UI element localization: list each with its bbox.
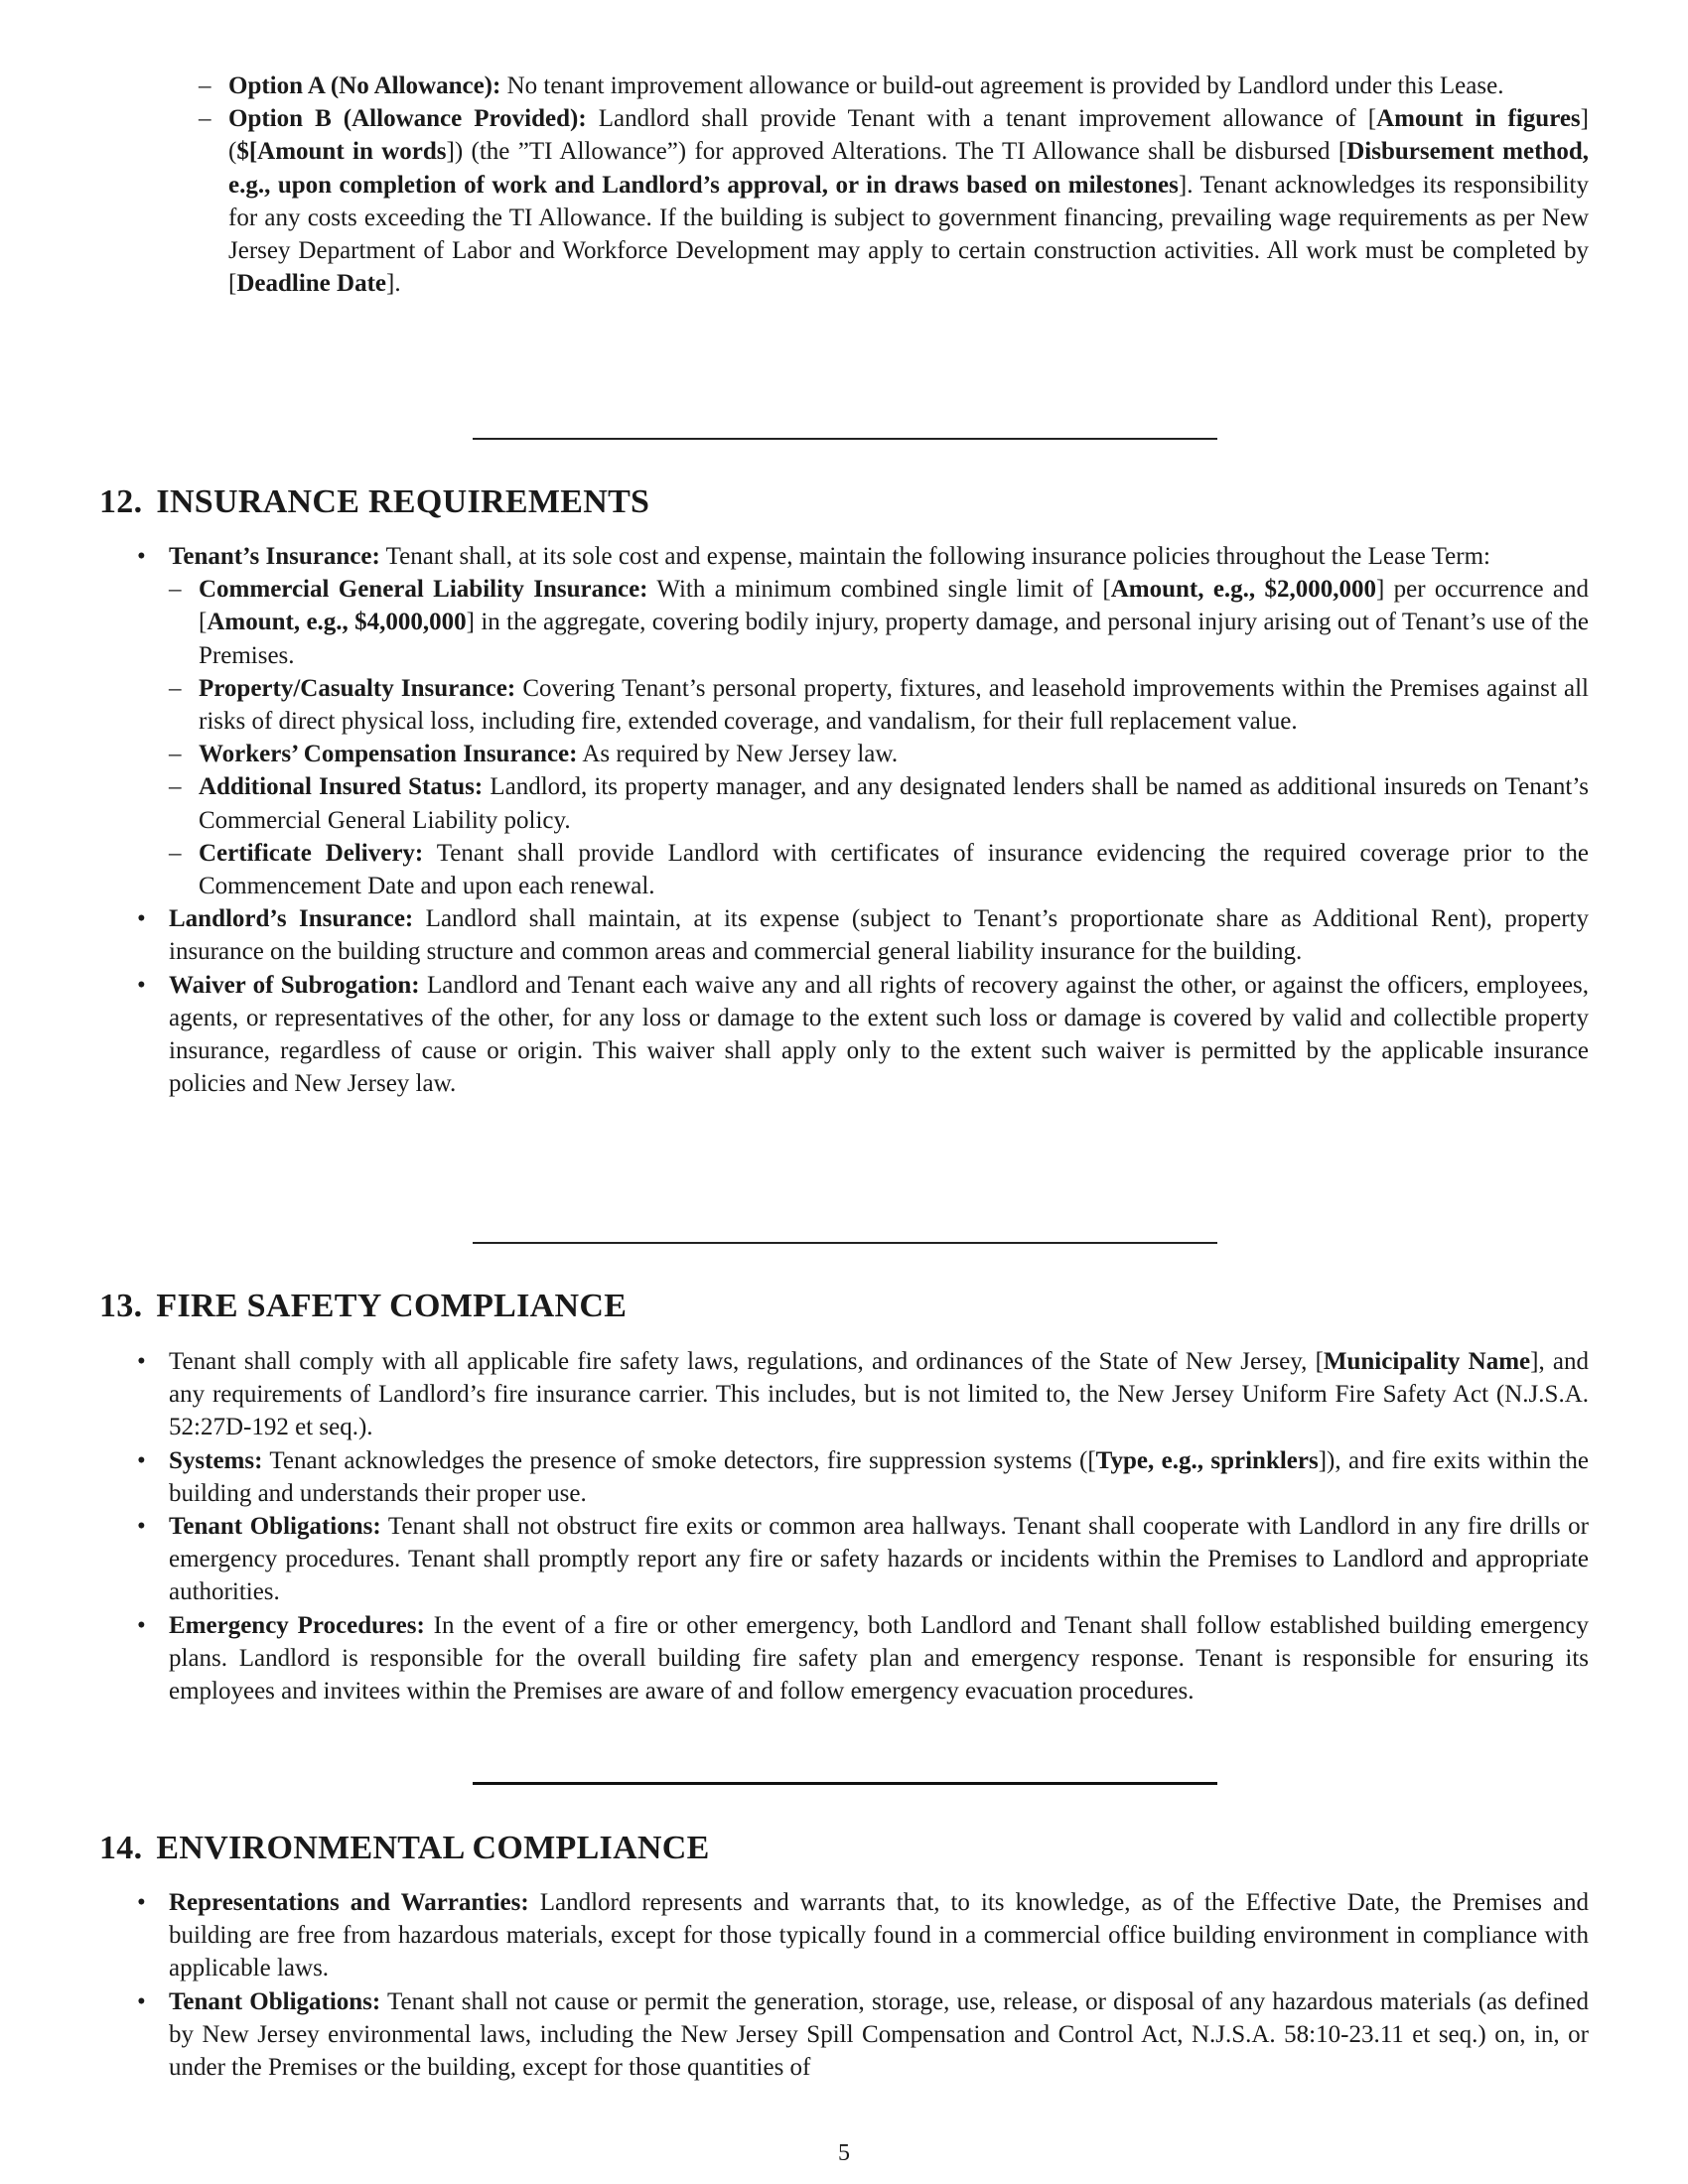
landlord-insurance-label: Landlord’s Insurance: [169,905,414,933]
env-obligations-item [99,1985,1589,2085]
bullet-marker: • [137,971,146,999]
fire-obligations-label: Tenant Obligations: [169,1513,381,1541]
option-b-text: ]. Tenant acknowledges its responsibility for any costs exceeding the TI Allowance. If the building is subject to government financing, prevailing wage requirements as per New Jersey Department of Labor and Workforce Development may apply to certain construction activities. All work must be completed by [ [228,171,1589,298]
option-b-text: Landlord shall provide Tenant with a tenant improvement allowance of [ [586,105,1377,133]
cgl-text: ] per occurrence and [ [199,576,1589,636]
dash-marker: – [169,576,182,604]
emergency-text: In the event of a fire or other emergency, both Landlord and Tenant shall follow established building emergency plans. Landlord is responsible for the overall building fire safety plan and emergency response. Tenant is responsible for ensuring its employees and invitees within the Premises are aware of and follow emergency evacuation procedures. [169,1611,1589,1706]
option-a-item [199,69,1589,102]
workers-comp-item [169,738,1589,770]
dash-marker: – [169,741,182,768]
fire-safety-list [99,1345,1589,1707]
section-divider [473,1242,1217,1244]
bullet-marker: • [137,1611,146,1639]
property-label: Property/Casualty Insurance: [199,674,516,702]
dash-marker: – [169,674,182,702]
option-a-label: Option A (No Allowance): [228,72,501,99]
systems-text: Tenant acknowledges the presence of smoke detectors, fire suppression systems ([ [262,1446,1096,1474]
section-title: FIRE SAFETY COMPLIANCE [156,1288,628,1324]
additional-insured-item [169,770,1589,836]
representations-label: Representations and Warranties: [169,1889,529,1916]
workers-comp-label: Workers’ Compensation Insurance: [199,741,578,768]
disbursement-placeholder: Disbursement method, e.g., upon completion of work and Landlord’s approval, or in draws based on milestones [228,138,1589,199]
landlord-insurance-item [99,902,1589,968]
landlord-insurance-text: Landlord shall maintain, at its expense (subject to Tenant’s proportionate share as Additional Rent), property insurance on the building structure and common areas and commercial general liability insurance for the building. [169,905,1589,966]
bullet-marker: • [137,1348,146,1375]
certificate-text: Tenant shall provide Landlord with certificates of insurance evidencing the required coverage prior to the Commencement Date and upon each renewal. [199,839,1589,900]
section-13-heading [99,1288,627,1325]
dash-marker: – [199,72,211,99]
option-b-text: ] ( [228,105,1589,166]
cgl-amount-1: Amount, e.g., $2,000,000 [1110,576,1377,604]
additional-insured-text: Landlord, its property manager, and any designated lenders shall be named as additional insureds on Tenant’s Commercial General Liability policy. [199,773,1589,834]
env-obligations-text: Tenant shall not cause or permit the generation, storage, use, release, or disposal of any hazardous materials (as defined by New Jersey environmental laws, including the New Jersey Spill Compensation and Control Act, N.J.S.A. 58:10-23.11 et seq.) on, in, or under the Premises or the building, except for those quantities of [169,1987,1589,2082]
section-number: 12. [99,483,143,520]
bullet-marker: • [137,1987,146,2015]
representations-text: Landlord represents and warrants that, to its knowledge, as of the Effective Date, the Premises and building are free from hazardous materials, except for those typically found in a commercial office building environment in compliance with applicable laws. [169,1889,1590,1982]
fire-general-item [99,1345,1589,1444]
cgl-item [169,573,1589,672]
dash-marker: – [169,773,182,801]
fire-obligations-item [99,1510,1589,1609]
bullet-marker: • [137,1446,146,1474]
emergency-item [99,1609,1589,1708]
certificate-item [169,837,1589,902]
systems-type-placeholder: Type, e.g., sprinklers [1095,1446,1319,1474]
tenant-insurance-sublist [169,573,1589,902]
workers-comp-text: As required by New Jersey law. [577,741,899,768]
section-13-body [99,1345,1589,1707]
systems-label: Systems: [169,1446,263,1474]
amount-words-placeholder: $[Amount in words [236,138,447,166]
tenant-insurance-item [99,540,1589,902]
property-item [169,672,1589,738]
cgl-text: ] in the aggregate, covering bodily injury, property damage, and personal injury arising out of Tenant’s use of the Premises. [199,609,1590,669]
insurance-list [99,540,1589,1100]
systems-text: ]), and fire exits within the building and understands their proper use. [169,1446,1589,1507]
section-title: ENVIRONMENTAL COMPLIANCE [156,1830,710,1866]
waiver-text: Landlord and Tenant each waive any and all rights of recovery against the other, or against the officers, employees, agents, or representatives of the other, for any loss or damage to the extent such loss or damage is covered by valid and collectible property insurance, regardless of cause or origin. This waiver shall apply only to the extent such waiver is permitted by the applicable insurance policies and New Jersey law. [169,971,1589,1098]
fire-general-text: ], and any requirements of Landlord’s fire insurance carrier. This includes, but is not limited to, the New Jersey Uniform Fire Safety Act (N.J.S.A. 52:27D-192 et seq.). [169,1348,1590,1441]
section-title: INSURANCE REQUIREMENTS [156,483,650,520]
certificate-label: Certificate Delivery: [199,839,424,867]
dash-marker: – [199,105,211,133]
waiver-label: Waiver of Subrogation: [169,971,420,999]
cgl-label: Commercial General Liability Insurance: [199,576,648,604]
fire-obligations-text: Tenant shall not obstruct fire exits or common area hallways. Tenant shall cooperate with Landlord in any fire drills or emergency procedures. Tenant shall promptly report any fire or safety hazards or incidents within the Premises to Landlord and appropriate authorities. [169,1513,1589,1606]
option-a-text: No tenant improvement allowance or build-out agreement is provided by Landlord under this Lease. [500,72,1504,99]
page-number: 5 [838,2140,850,2166]
option-b-label: Option B (Allowance Provided): [228,105,587,133]
property-text: Covering Tenant’s personal property, fixtures, and leasehold improvements within the Premises against all risks of direct physical loss, including fire, extended coverage, and vandalism, for their full replacement value. [199,674,1589,736]
section-divider [473,438,1217,440]
bullet-marker: • [137,1513,146,1541]
fire-general-text: Tenant shall comply with all applicable fire safety laws, regulations, and ordinances of the State of New Jersey, [ [169,1348,1324,1375]
cgl-amount-2: Amount, e.g., $4,000,000 [207,609,467,636]
representations-item [99,1886,1589,1985]
bullet-marker: • [137,543,146,570]
tenant-insurance-text: Tenant shall, at its sole cost and expense, maintain the following insurance policies throughout the Lease Term: [379,543,1490,570]
document-page [99,0,1589,2184]
systems-item [99,1444,1589,1510]
environmental-list [99,1886,1589,2084]
env-obligations-label: Tenant Obligations: [169,1987,381,2015]
option-b-item [199,102,1589,300]
section-number: 14. [99,1830,143,1866]
section-divider [473,1782,1217,1785]
option-b-text: ]) (the ”TI Allowance”) for approved Alterations. The TI Allowance shall be disbursed [ [446,138,1347,166]
options-list [199,69,1589,300]
emergency-label: Emergency Procedures: [169,1611,425,1639]
section-12-body [99,540,1589,1100]
municipality-placeholder: Municipality Name [1323,1348,1531,1375]
additional-insured-label: Additional Insured Status: [199,773,484,801]
section-number: 13. [99,1288,143,1324]
section-14-heading [99,1830,710,1867]
amount-figures-placeholder: Amount in figures [1376,105,1581,133]
tenant-insurance-label: Tenant’s Insurance: [169,543,380,570]
section-11-options [99,69,1589,300]
section-12-heading [99,483,649,521]
deadline-placeholder: Deadline Date [236,270,386,298]
section-14-body [99,1886,1589,2084]
bullet-marker: • [137,905,146,933]
cgl-text: With a minimum combined single limit of [ [647,576,1111,604]
dash-marker: – [169,839,182,867]
option-b-text: ]. [386,270,401,298]
waiver-item [99,969,1589,1101]
bullet-marker: • [137,1889,146,1916]
